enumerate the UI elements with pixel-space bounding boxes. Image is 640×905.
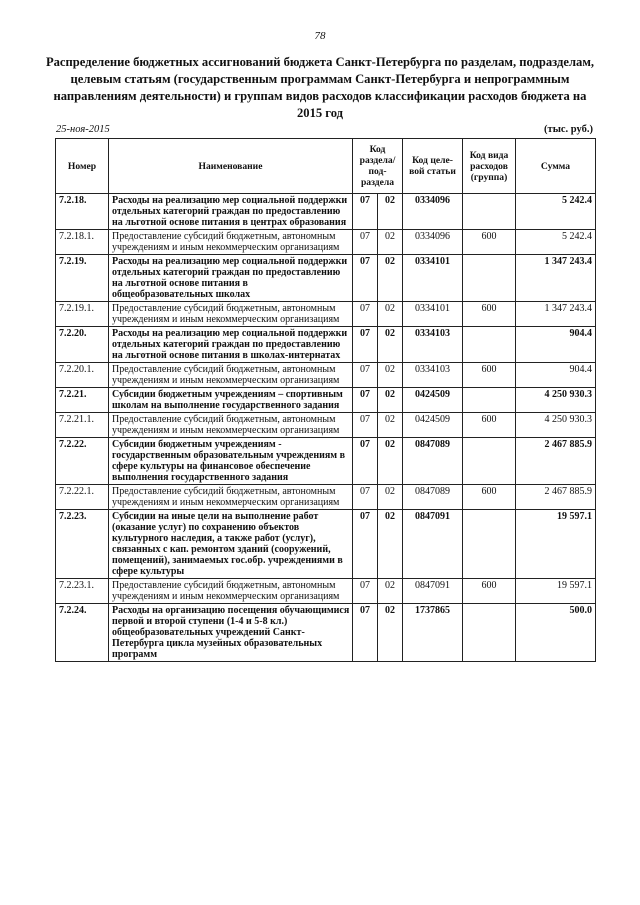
row-target-article: 0334103 [403, 363, 463, 388]
row-sum: 2 467 885.9 [516, 485, 596, 510]
row-name: Субсидии на иные цели на выполнение работ (оказание услуг) по сохранению объектов культурного наследия, а также работ (услуг), связанных с кап. ремонтом зданий (сооружений, помещений), занимаемых гос.обр. учреждениями в сфере культуры [109, 510, 353, 579]
row-section-code: 07 [353, 579, 378, 604]
row-name: Предоставление субсидий бюджетным, автономным учреждениям и иным некоммерческим организациям [109, 579, 353, 604]
row-expense-type: 600 [463, 230, 516, 255]
row-name: Расходы на реализацию мер социальной поддержки отдельных категорий граждан по предоставлению на льготной основе питания в центрах образования [109, 194, 353, 230]
row-target-article: 0334096 [403, 230, 463, 255]
row-sum: 4 250 930.3 [516, 413, 596, 438]
row-expense-type [463, 327, 516, 363]
units-label: (тыс. руб.) [544, 124, 593, 135]
row-subsection-code: 02 [378, 485, 403, 510]
row-section-code: 07 [353, 438, 378, 485]
row-target-article: 0334096 [403, 194, 463, 230]
row-sum: 2 467 885.9 [516, 438, 596, 485]
row-expense-type [463, 388, 516, 413]
row-section-code: 07 [353, 510, 378, 579]
row-target-article: 0424509 [403, 388, 463, 413]
row-number: 7.2.23. [56, 510, 109, 579]
table-row [56, 438, 596, 485]
row-name: Расходы на реализацию мер социальной поддержки отдельных категорий граждан по предоставлению на льготной основе питания в общеобразовательных школах [109, 255, 353, 302]
page-number: 78 [314, 30, 326, 42]
row-sum: 500.0 [516, 604, 596, 662]
header-name: Наименование [109, 139, 353, 194]
row-name: Предоставление субсидий бюджетным, автономным учреждениям и иным некоммерческим организациям [109, 230, 353, 255]
row-expense-type [463, 194, 516, 230]
row-number: 7.2.22.1. [56, 485, 109, 510]
row-number: 7.2.18.1. [56, 230, 109, 255]
row-name: Расходы на организацию посещения обучающимися первой и второй ступени (1-4 и 5-8 кл.) общеобразовательных учреждений Санкт-Петербурга цикла музейных образовательных программ [109, 604, 353, 662]
row-section-code: 07 [353, 302, 378, 327]
table-row [56, 302, 596, 327]
row-number: 7.2.20. [56, 327, 109, 363]
table-row [56, 510, 596, 579]
row-expense-type [463, 604, 516, 662]
row-number: 7.2.19. [56, 255, 109, 302]
header-expense-type: Код вида расходов (группа) [463, 139, 516, 194]
table-row [56, 485, 596, 510]
row-target-article: 0847091 [403, 510, 463, 579]
row-number: 7.2.21. [56, 388, 109, 413]
row-name: Предоставление субсидий бюджетным, автономным учреждениям и иным некоммерческим организациям [109, 302, 353, 327]
row-expense-type: 600 [463, 485, 516, 510]
row-section-code: 07 [353, 604, 378, 662]
row-sum: 19 597.1 [516, 510, 596, 579]
document-date: 25-ноя-2015 [56, 124, 110, 135]
row-target-article: 0847089 [403, 438, 463, 485]
row-number: 7.2.23.1. [56, 579, 109, 604]
row-sum: 1 347 243.4 [516, 302, 596, 327]
table-row [56, 388, 596, 413]
row-number: 7.2.19.1. [56, 302, 109, 327]
budget-table [55, 138, 596, 662]
row-subsection-code: 02 [378, 302, 403, 327]
row-sum: 4 250 930.3 [516, 388, 596, 413]
row-expense-type [463, 255, 516, 302]
row-expense-type: 600 [463, 302, 516, 327]
row-target-article: 0847089 [403, 485, 463, 510]
table-row [56, 230, 596, 255]
table-header-row [56, 139, 596, 194]
row-number: 7.2.18. [56, 194, 109, 230]
row-target-article: 0334101 [403, 255, 463, 302]
row-subsection-code: 02 [378, 604, 403, 662]
table-row [56, 327, 596, 363]
table-row [56, 363, 596, 388]
row-section-code: 07 [353, 230, 378, 255]
row-target-article: 0334101 [403, 302, 463, 327]
row-section-code: 07 [353, 388, 378, 413]
row-name: Субсидии бюджетным учреждениям – спортивным школам на выполнение государственного задания [109, 388, 353, 413]
row-subsection-code: 02 [378, 510, 403, 579]
row-sum: 5 242.4 [516, 194, 596, 230]
row-section-code: 07 [353, 363, 378, 388]
header-sum: Сумма [516, 139, 596, 194]
table-row [56, 255, 596, 302]
header-number: Номер [56, 139, 109, 194]
row-sum: 1 347 243.4 [516, 255, 596, 302]
row-section-code: 07 [353, 485, 378, 510]
row-target-article: 0847091 [403, 579, 463, 604]
table-body [56, 194, 596, 662]
row-subsection-code: 02 [378, 327, 403, 363]
row-target-article: 1737865 [403, 604, 463, 662]
row-name: Предоставление субсидий бюджетным, автономным учреждениям и иным некоммерческим организациям [109, 413, 353, 438]
row-section-code: 07 [353, 327, 378, 363]
row-expense-type: 600 [463, 363, 516, 388]
table-row [56, 194, 596, 230]
row-target-article: 0334103 [403, 327, 463, 363]
row-name: Предоставление субсидий бюджетным, автономным учреждениям и иным некоммерческим организациям [109, 485, 353, 510]
row-section-code: 07 [353, 255, 378, 302]
row-number: 7.2.20.1. [56, 363, 109, 388]
row-number: 7.2.24. [56, 604, 109, 662]
row-subsection-code: 02 [378, 438, 403, 485]
row-subsection-code: 02 [378, 194, 403, 230]
row-subsection-code: 02 [378, 413, 403, 438]
row-expense-type [463, 510, 516, 579]
header-section: Код раздела/ под-раздела [353, 139, 403, 194]
row-number: 7.2.21.1. [56, 413, 109, 438]
row-subsection-code: 02 [378, 579, 403, 604]
row-name: Предоставление субсидий бюджетным, автономным учреждениям и иным некоммерческим организациям [109, 363, 353, 388]
row-name: Расходы на реализацию мер социальной поддержки отдельных категорий граждан по предоставлению на льготной основе питания в школах-интернатах [109, 327, 353, 363]
row-number: 7.2.22. [56, 438, 109, 485]
table-row [56, 579, 596, 604]
row-subsection-code: 02 [378, 230, 403, 255]
row-expense-type: 600 [463, 413, 516, 438]
row-section-code: 07 [353, 194, 378, 230]
row-subsection-code: 02 [378, 388, 403, 413]
row-expense-type [463, 438, 516, 485]
row-sum: 19 597.1 [516, 579, 596, 604]
table-row [56, 604, 596, 662]
table-row [56, 413, 596, 438]
row-subsection-code: 02 [378, 255, 403, 302]
row-name: Субсидии бюджетным учреждениям - государственным образовательным учреждениям в сфере культуры на финансовое обеспечение выполнения государственного задания [109, 438, 353, 485]
row-expense-type: 600 [463, 579, 516, 604]
row-sum: 5 242.4 [516, 230, 596, 255]
row-sum: 904.4 [516, 327, 596, 363]
row-target-article: 0424509 [403, 413, 463, 438]
header-target-article: Код целе-вой статьи [403, 139, 463, 194]
row-sum: 904.4 [516, 363, 596, 388]
page-title: Распределение бюджетных ассигнований бюджета Санкт-Петербурга по разделам, подразделам, целевым статьям (государственным программам Санкт-Петербурга и непрограммным направлениям деятельности) и группам видов расходов классификации расходов бюджета на 2015 год [45, 55, 595, 120]
row-subsection-code: 02 [378, 363, 403, 388]
row-section-code: 07 [353, 413, 378, 438]
